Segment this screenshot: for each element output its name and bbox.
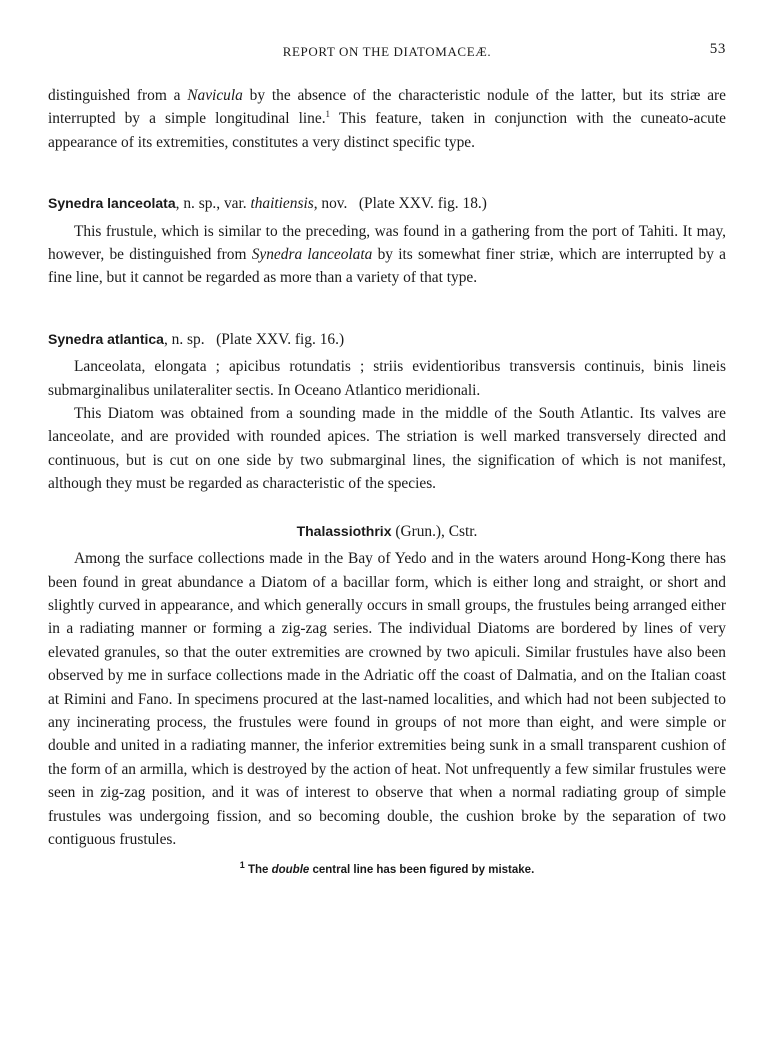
running-head — [48, 40, 726, 62]
plate-reference: (Plate XXV. fig. 18.) — [358, 195, 487, 213]
species-heading-atlantica: Synedra atlantica, n. sp. (Plate XXV. fig. 16.) — [48, 330, 345, 348]
genus-authority: (Grun.), Cstr. — [391, 522, 478, 540]
description-paragraph: This Diatom was obtained from a sounding made in the middle of the South Atlantic. Its valves are lanceolate, and are provided with rounded apices. The striation is well marked transversely directed and continuous, but is cut on one side by two submarginal lines, the signification of which is not manifest, although they must be regarded as characteristic of the species. — [48, 405, 726, 493]
footnote-emphasis: double — [271, 864, 310, 877]
species-name: Synedra atlantica — [48, 330, 164, 347]
latin-diagnosis: Lanceolata, elongata ; apicibus rotundatis ; striis evidentioribus transversis continuis, binis lineis submarginalibus unilateraliter sectis. In Oceano Atlantico meridionali. — [48, 358, 726, 399]
species-heading-lanceolata: Synedra lanceolata, n. sp., var. thaitiensis, nov. (Plate XXV. fig. 18.) — [48, 195, 487, 213]
intro-paragraph: distinguished from a Navicula by the absence of the characteristic nodule of the latter, but its striæ are interrupted by a simple longitudinal line.$^1$ This feature, taken in conjunction with the cuneato-acute appearance of its extremities, constitutes a very distinct specific type. — [48, 87, 726, 151]
description-paragraph: Among the surface collections made in the Bay of Yedo and in the waters around Hong-Kong there has been found in great abundance a Diatom of a bacillar form, which is either long and straight, or short and slightly curved in appearance, and which generally occurs in small groups, the frustules being arranged either in a radiating manner or forming a zig-zag series. The individual Diatoms are bordered by lines of very elevated granules, so that the outer extremities are crowned by two apiculi. Similar frustules have also been observed by me in surface collections made in the Adriatic off the coast of Dalmatia, and on the Italian coast at Rimini and Fano. In specimens procured at the last-named localities, and which had not been subjected to any incinerating process, the frustules were found in groups of not more than eight, and were simple or double and united in a radiating manner, the inferior extremities being sunk in a small transparent cushion of the form of an armilla, which is destroyed by the action of heat. Not unfrequently a few similar frustules were seen in zig-zag position, and it was of interest to observe that when a normal radiating group of simple frustules was undergoing fission, and so becoming double, the cushion broke by the separation of two contiguous frustules. — [48, 550, 726, 848]
page-number: 53 — [709, 41, 726, 57]
running-title: REPORT ON THE DIATOMACEÆ. — [282, 44, 492, 59]
genus-name: Thalassiothrix — [296, 522, 392, 539]
species-citation: Synedra lanceolata — [251, 246, 373, 264]
genus-heading-thalassiothrix — [48, 520, 726, 543]
page — [48, 40, 726, 883]
footnote: $^1$ The double central line has been figured by mistake. — [239, 860, 535, 877]
description-paragraph: This frustule, which is similar to the preceding, was found in a gathering from the port of Tahiti. It may, however, be distinguished from Synedra lanceolata by its somewhat finer striæ, which are interrupted by a fine line, but it cannot be regarded as more than a variety of that type. — [48, 222, 727, 287]
plate-reference: (Plate XXV. fig. 16.) — [216, 330, 345, 348]
genus-navicula: Navicula — [187, 87, 243, 104]
footnote-reference: 1 — [325, 109, 331, 120]
variety-name: thaitiensis — [250, 195, 314, 213]
species-name: Synedra lanceolata — [48, 195, 176, 212]
footnote-mark: 1 — [239, 860, 245, 871]
